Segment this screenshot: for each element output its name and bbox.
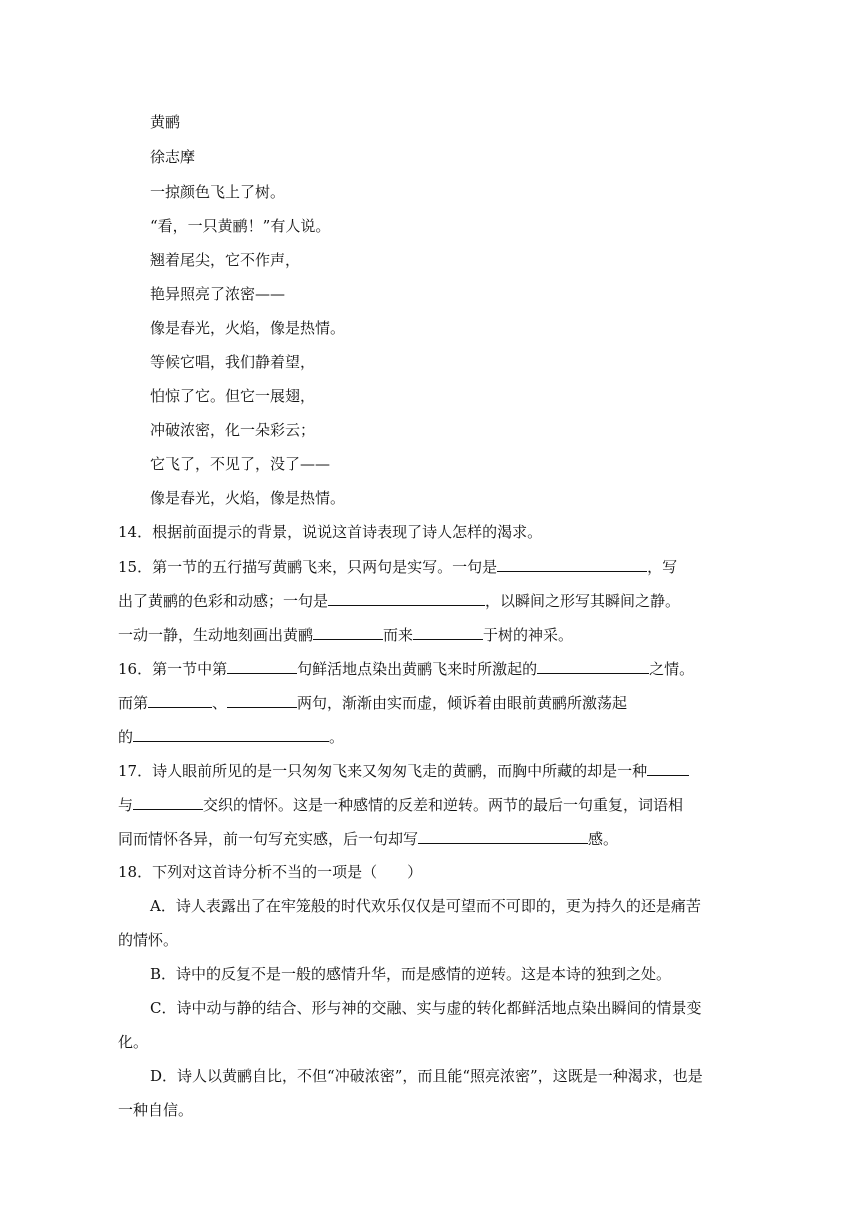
- poem-line: 等候它唱，我们静着望，: [150, 353, 316, 371]
- answer-blank[interactable]: [227, 658, 297, 674]
- poem-title: 黄鹂: [150, 113, 181, 131]
- answer-blank[interactable]: [328, 590, 485, 606]
- poem-line: 翘着尾尖，它不作声，: [150, 251, 301, 269]
- poem-line: 像是春光，火焰，像是热情。: [150, 489, 346, 507]
- question-17-line-2: 与 交织的情怀。这是一种感情的反差和逆转。两节的最后一句重复，词语相: [118, 796, 684, 814]
- option-d-continued: 一种自信。: [118, 1101, 194, 1119]
- option-b[interactable]: B．诗中的反复不是一般的感情升华，而是感情的逆转。这是本诗的独到之处。: [150, 965, 672, 983]
- answer-blank[interactable]: [413, 624, 483, 640]
- poem-line: “看，一只黄鹂！”有人说。: [150, 217, 331, 235]
- option-a-continued: 的情怀。: [118, 931, 179, 949]
- question-15-line-2: 出了黄鹂的色彩和动感；一句是 ，以瞬间之形写其瞬间之静。: [118, 592, 681, 610]
- answer-blank[interactable]: [313, 624, 383, 640]
- answer-blank[interactable]: [647, 760, 689, 776]
- option-d[interactable]: D．诗人以黄鹂自比，不但“冲破浓密”，而且能“照亮浓密”，这既是一种渴求，也是: [150, 1067, 703, 1085]
- poem-line: 冲破浓密，化一朵彩云；: [150, 421, 316, 439]
- answer-blank[interactable]: [537, 658, 649, 674]
- poem-line: 怕惊了它。但它一展翅，: [150, 387, 316, 405]
- question-17-line-1: 17．诗人眼前所见的是一只匆匆飞来又匆匆飞走的黄鹂，而胸中所藏的却是一种: [118, 760, 689, 781]
- question-16-line-3: 的 。: [118, 728, 345, 746]
- question-15-line-3: 一动一静，生动地刻画出黄鹂 而来 于树的神采。: [118, 626, 574, 644]
- answer-blank[interactable]: [133, 794, 203, 810]
- answer-blank[interactable]: [148, 692, 212, 708]
- poem-line: 像是春光，火焰，像是热情。: [150, 319, 346, 337]
- poem-line: 一掠颜色飞上了树。: [150, 183, 286, 201]
- answer-blank[interactable]: [497, 556, 647, 572]
- poem-author: 徐志摩: [150, 148, 196, 166]
- question-18-stem: 18．下列对这首诗分析不当的一项是（ ）: [118, 863, 423, 881]
- option-c-continued: 化。: [118, 1033, 149, 1051]
- poem-line: 艳异照亮了浓密——: [150, 285, 286, 303]
- question-16-line-1: 16．第一节中第 句鲜活地点染出黄鹂飞来时所激起的 之情。: [118, 660, 695, 678]
- option-c[interactable]: C．诗中动与静的结合、形与神的交融、实与虚的转化都鲜活地点染出瞬间的情景变: [150, 999, 702, 1017]
- answer-blank[interactable]: [418, 828, 588, 844]
- answer-blank[interactable]: [227, 692, 297, 708]
- question-15-line-1: 15．第一节的五行描写黄鹂飞来，只两句是实写。一句是 ，写: [118, 558, 678, 576]
- poem-line: 它飞了，不见了，没了——: [150, 455, 331, 473]
- answer-blank[interactable]: [133, 726, 329, 742]
- question-17-line-3: 同而情怀各异，前一句写充实感，后一句却写 感。: [118, 830, 619, 848]
- option-a[interactable]: A．诗人表露出了在牢笼般的时代欢乐仅仅是可望而不可即的，更为持久的还是痛苦: [150, 897, 701, 915]
- question-16-line-2: 而第 、 两句，渐渐由实而虚，倾诉着由眼前黄鹂所激荡起: [118, 694, 628, 712]
- question-14: 14．根据前面提示的背景，说说这首诗表现了诗人怎样的渴求。: [118, 523, 543, 541]
